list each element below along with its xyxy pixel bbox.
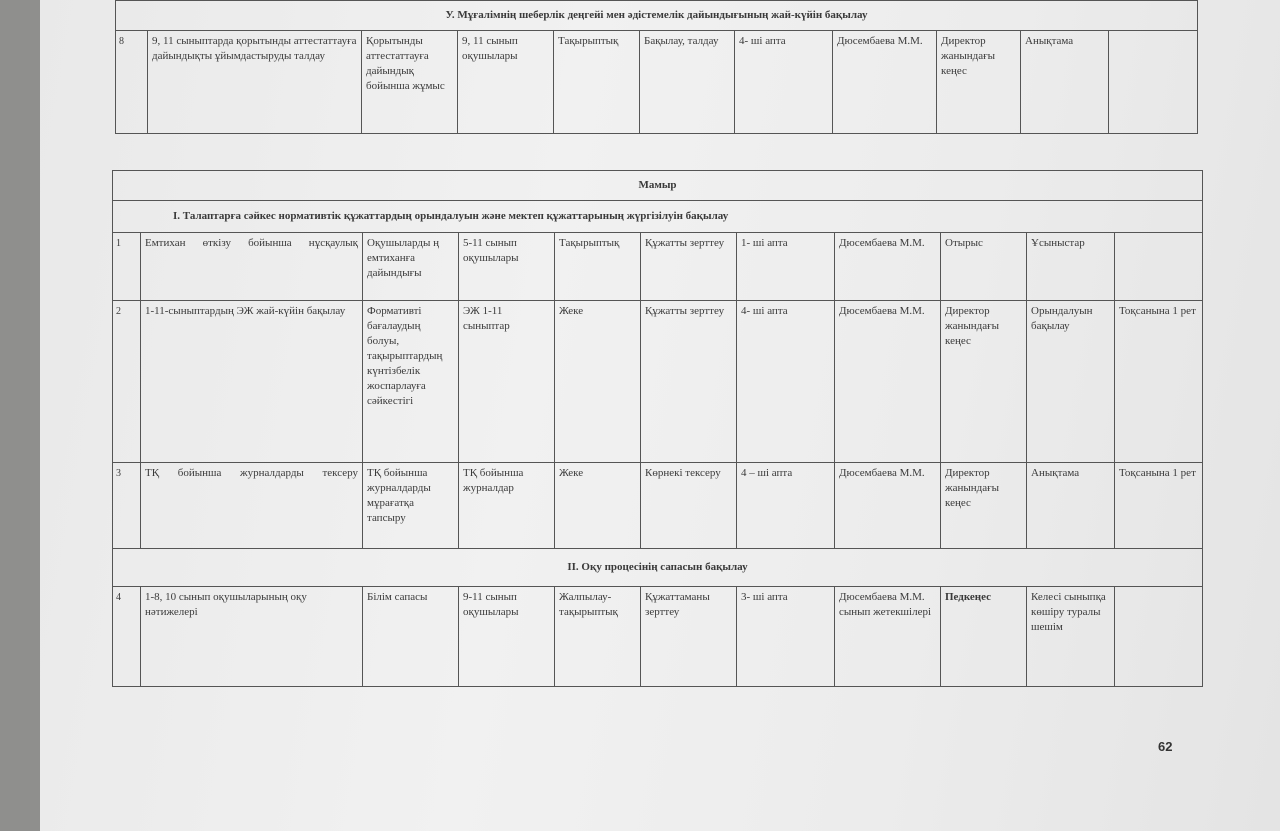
cell-responsible: Дюсембаева М.М. bbox=[833, 31, 937, 134]
cell-topic: Емтихан өткізу бойынша нұсқаулық bbox=[141, 233, 363, 301]
cell-method: Құжатты зерттеу bbox=[641, 233, 737, 301]
cell-review: Директор жанындағы кеңес bbox=[937, 31, 1021, 134]
cell-purpose: Білім сапасы bbox=[363, 587, 459, 687]
cell-topic: 1-8, 10 сынып оқушыларының оқу нәтижелері bbox=[141, 587, 363, 687]
cell-type: Жеке bbox=[555, 463, 641, 549]
cell-purpose: ТҚ бойынша журналдарды мұрағатқа тапсыру bbox=[363, 463, 459, 549]
cell-result: Келесі сыныпқа көшіру туралы шешім bbox=[1027, 587, 1115, 687]
cell-review: Директор жанындағы кеңес bbox=[941, 463, 1027, 549]
cell-responsible: Дюсембаева М.М. bbox=[835, 301, 941, 463]
cell-method: Құжаттаманы зерттеу bbox=[641, 587, 737, 687]
cell-extra bbox=[1115, 587, 1203, 687]
cell-time: 4 – ші апта bbox=[737, 463, 835, 549]
cell-extra bbox=[1115, 233, 1203, 301]
cell-result: Ұсыныстар bbox=[1027, 233, 1115, 301]
cell-time: 4- ші апта bbox=[735, 31, 833, 134]
cell-review: Отырыс bbox=[941, 233, 1027, 301]
cell-extra: Тоқсанына 1 рет bbox=[1115, 301, 1203, 463]
cell-responsible: Дюсембаева М.М. bbox=[835, 233, 941, 301]
cell-object: 9-11 сынып оқушылары bbox=[459, 587, 555, 687]
cell-review: Педкеңес bbox=[941, 587, 1027, 687]
cell-type: Жеке bbox=[555, 301, 641, 463]
cell-responsible: Дюсембаева М.М. bbox=[835, 463, 941, 549]
cell-extra bbox=[1109, 31, 1198, 134]
table-row bbox=[113, 301, 1203, 463]
table-row bbox=[113, 233, 1203, 301]
cell-purpose: Оқушыларды ң емтиханға дайындығы bbox=[363, 233, 459, 301]
row-number: 8 bbox=[116, 31, 148, 134]
cell-method: Бақылау, талдау bbox=[640, 31, 735, 134]
section-header-1: I. Талаптарға сәйкес нормативтік құжаттардың орындалуын және мектеп құжаттарының жүргізілуін бақылау bbox=[113, 201, 1203, 233]
top-table bbox=[115, 0, 1198, 134]
table-row bbox=[113, 463, 1203, 549]
section-header-2: II. Оқу процесінің сапасын бақылау bbox=[113, 549, 1203, 587]
cell-time: 4- ші апта bbox=[737, 301, 835, 463]
cell-method: Көрнекі тексеру bbox=[641, 463, 737, 549]
cell-type: Жалпылау-тақырыптық bbox=[555, 587, 641, 687]
cell-topic: 9, 11 сыныптарда қорытынды аттестаттауға дайындықты ұйымдастыруды талдау bbox=[148, 31, 362, 134]
cell-time: 3- ші апта bbox=[737, 587, 835, 687]
cell-type: Тақырыптық bbox=[554, 31, 640, 134]
row-number: 1 bbox=[113, 233, 141, 301]
cell-topic: 1-11-сыныптардың ЭЖ жай-күйін бақылау bbox=[141, 301, 363, 463]
row-number: 2 bbox=[113, 301, 141, 463]
cell-purpose: Қорытынды аттестаттауға дайындық бойынша жұмыс bbox=[362, 31, 458, 134]
cell-review: Директор жанындағы кеңес bbox=[941, 301, 1027, 463]
cell-object: ЭЖ 1-11 сыныптар bbox=[459, 301, 555, 463]
section-header-u: У. Мұғалімнің шеберлік деңгейі мен әдістемелік дайындығының жай-күйін бақылау bbox=[116, 1, 1198, 31]
row-number: 3 bbox=[113, 463, 141, 549]
document-page bbox=[40, 0, 1280, 831]
main-table bbox=[112, 170, 1203, 687]
table-row bbox=[116, 31, 1198, 134]
cell-result: Анықтама bbox=[1021, 31, 1109, 134]
cell-responsible: Дюсембаева М.М. сынып жетекшілері bbox=[835, 587, 941, 687]
cell-time: 1- ші апта bbox=[737, 233, 835, 301]
cell-result: Анықтама bbox=[1027, 463, 1115, 549]
cell-result: Орындалуын бақылау bbox=[1027, 301, 1115, 463]
cell-type: Тақырыптық bbox=[555, 233, 641, 301]
cell-object: 5-11 сынып оқушылары bbox=[459, 233, 555, 301]
row-number: 4 bbox=[113, 587, 141, 687]
page-number: 62 bbox=[1158, 739, 1173, 754]
cell-object: ТҚ бойынша журналдар bbox=[459, 463, 555, 549]
cell-method: Құжатты зерттеу bbox=[641, 301, 737, 463]
cell-extra: Тоқсанына 1 рет bbox=[1115, 463, 1203, 549]
cell-object: 9, 11 сынып оқушылары bbox=[458, 31, 554, 134]
cell-purpose: Формативті бағалаудың болуы, тақырыптардың күнтізбелік жоспарлауға сәйкестігі bbox=[363, 301, 459, 463]
table-row bbox=[113, 587, 1203, 687]
cell-topic: ТҚ бойынша журналдарды тексеру bbox=[141, 463, 363, 549]
month-header: Мамыр bbox=[113, 171, 1203, 201]
